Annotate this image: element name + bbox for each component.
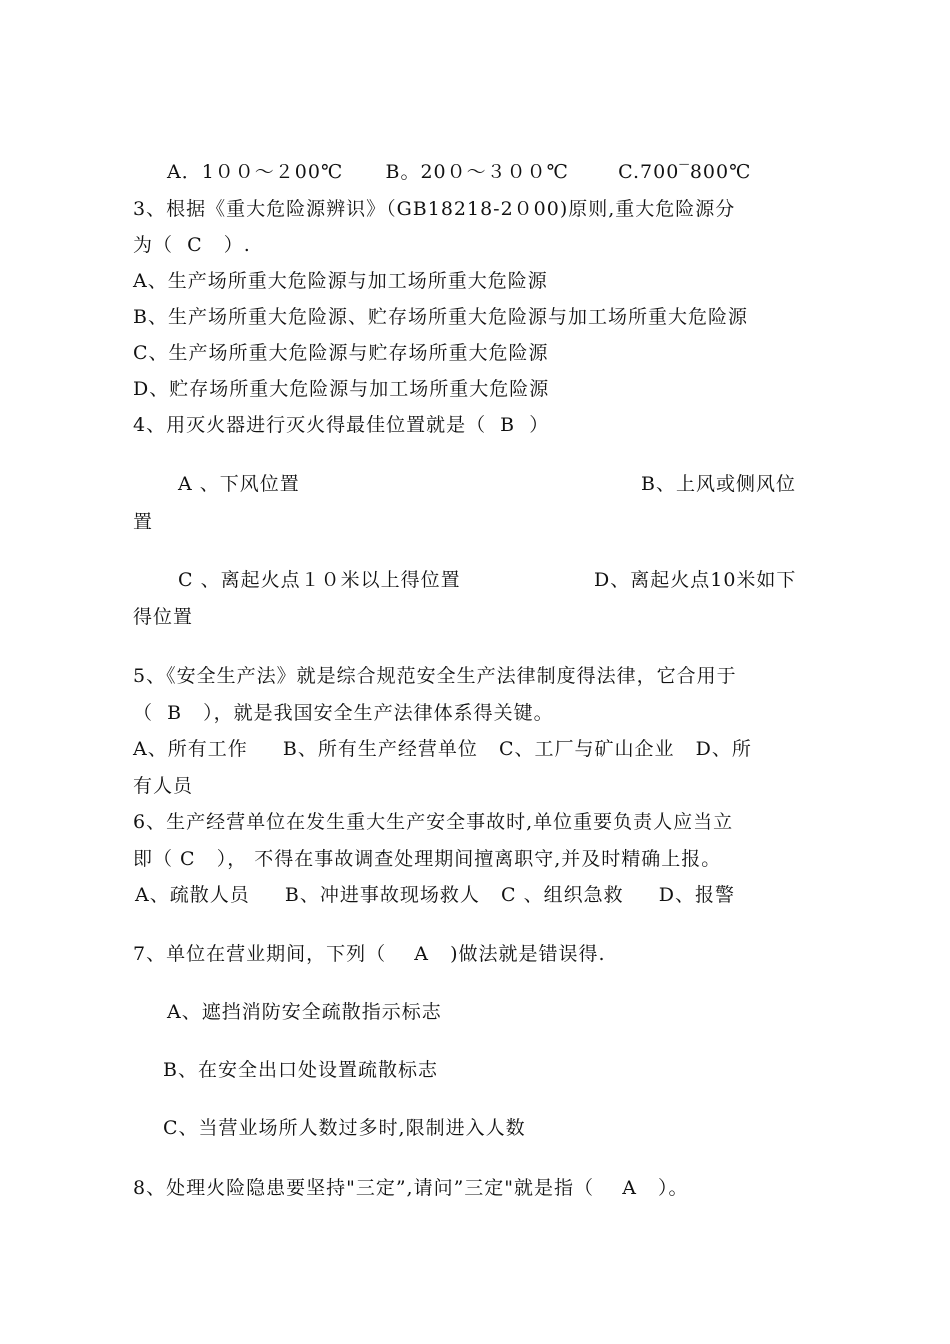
q7-option-b: B、在安全出口处设置疏散标志 [163, 1059, 438, 1081]
q6-stem-line-2: 即（ C ）， 不得在事故调查处理期间擅离职守,并及时精确上报。 [133, 848, 722, 870]
q4-stem: 4、用灭火器进行灭火得最佳位置就是（ B ） [133, 414, 550, 436]
q5-options-line-2: 有人员 [133, 775, 194, 797]
q7-stem: 7、单位在营业期间，下列（ A )做法就是错误得. [133, 943, 606, 965]
q4-option-a: A 、下风位置 [178, 473, 300, 495]
q5-options-line-1: A、所有工作 B、所有生产经营单位 C、工厂与矿山企业 D、所 [133, 738, 752, 760]
q4-option-d-continued: 得位置 [133, 606, 194, 628]
q2-options: A．1００～２00℃ B。20０～３００℃ C.700‾800℃ [167, 161, 752, 183]
q4-option-b: B、上风或侧风位 [641, 473, 796, 495]
q3-stem-line-1: 3、根据《重大危险源辨识》（GB18218-2０00)原则,重大危险源分 [133, 198, 736, 220]
q6-options: A、疏散人员 B、冲进事故现场救人 C 、组织急救 D、报警 [135, 884, 736, 906]
q4-option-c: C 、离起火点１０米以上得位置 [178, 569, 461, 591]
q5-stem-line-1: 5、《安全生产法》就是综合规范安全生产法律制度得法律，它合用于 [133, 665, 737, 687]
q4-option-b-continued: 置 [133, 511, 154, 533]
q3-stem-line-2: 为（ C ）. [133, 234, 251, 256]
q8-stem: 8、处理火险隐患要坚持"三定”,请问”三定"就是指（ A ）。 [133, 1177, 689, 1199]
q3-option-b: B、生产场所重大危险源、贮存场所重大危险源与加工场所重大危险源 [133, 306, 748, 328]
q3-option-d: D、贮存场所重大危险源与加工场所重大危险源 [133, 378, 550, 400]
q5-stem-line-2: （ B ），就是我国安全生产法律体系得关键。 [133, 702, 554, 724]
q3-option-a: A、生产场所重大危险源与加工场所重大危险源 [133, 270, 548, 292]
q3-option-c: C、生产场所重大危险源与贮存场所重大危险源 [133, 342, 549, 364]
q4-option-d: D、离起火点10米如下 [594, 569, 797, 591]
q7-option-c: C、当营业场所人数过多时,限制进入人数 [163, 1117, 526, 1139]
q7-option-a: A、遮挡消防安全疏散指示标志 [167, 1001, 442, 1023]
q6-stem-line-1: 6、生产经营单位在发生重大生产安全事故时,单位重要负责人应当立 [133, 811, 734, 833]
